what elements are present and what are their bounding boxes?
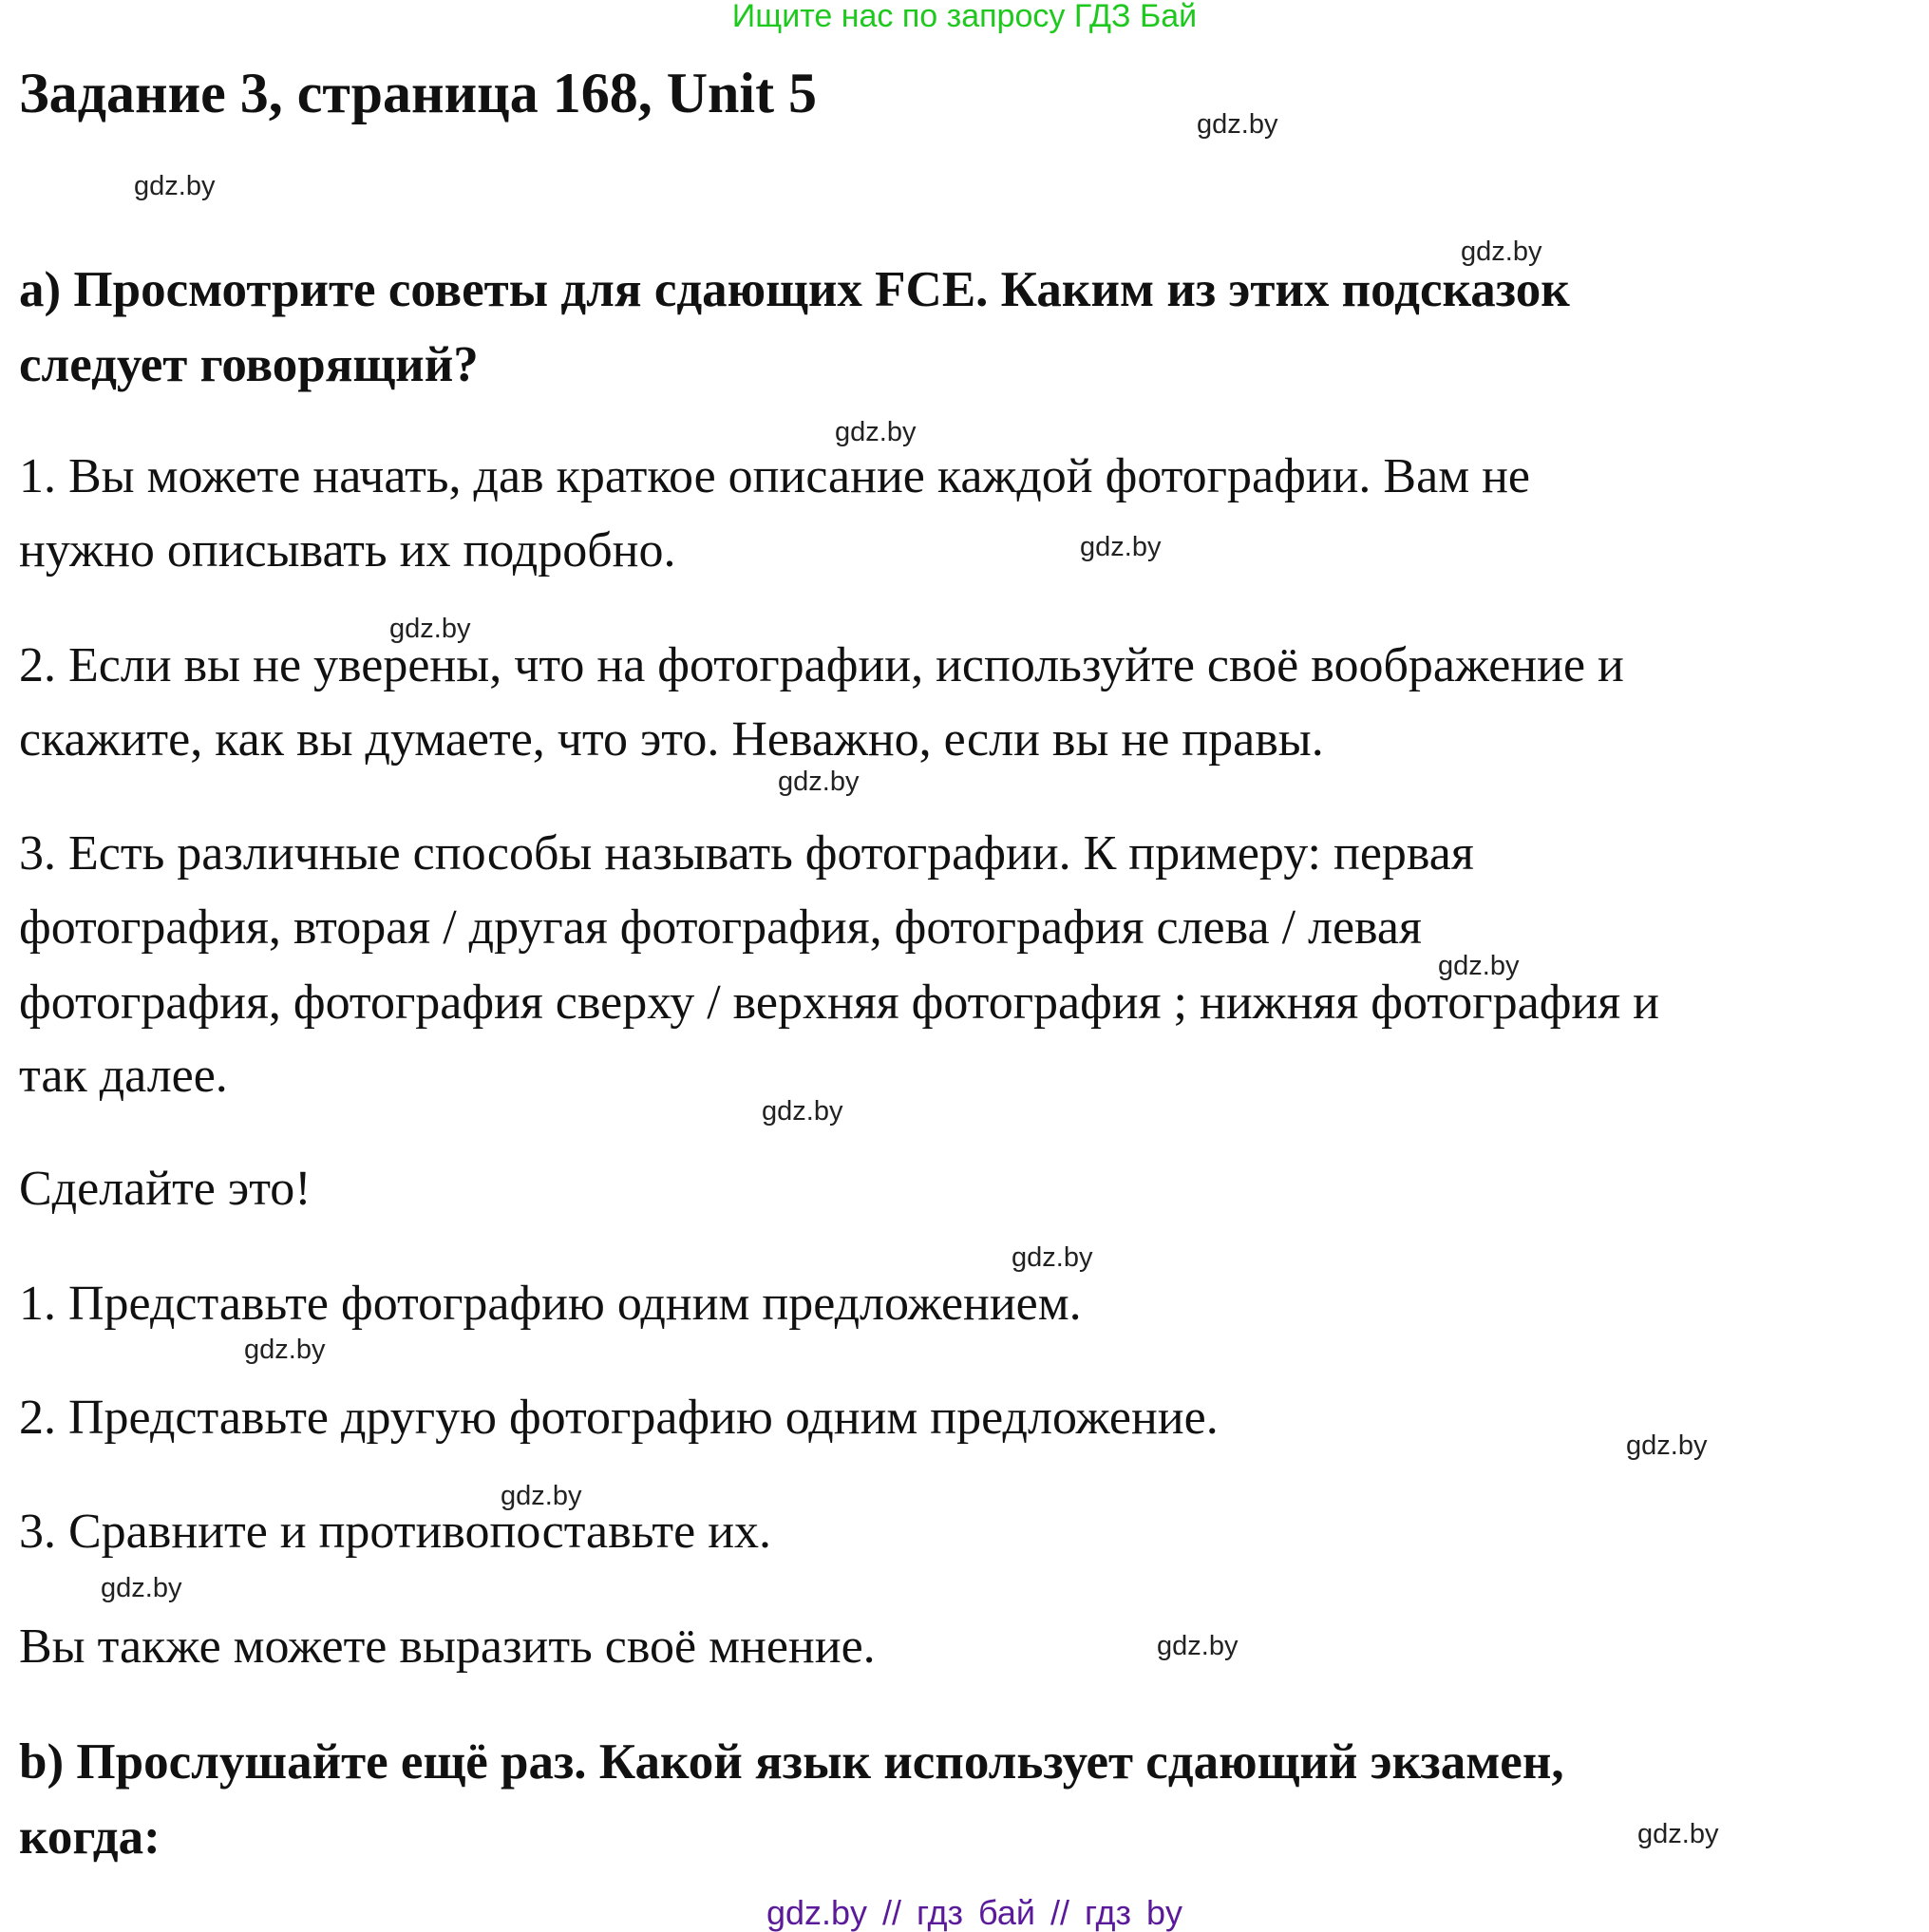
- tip-3-line-1: 3. Есть различные способы называть фотографии. К примеру: первая: [19, 826, 1474, 881]
- watermark: gdz.by: [1637, 1819, 1719, 1849]
- step-2: 2. Представьте другую фотографию одним предложение.: [19, 1391, 1219, 1445]
- watermark: gdz.by: [501, 1481, 582, 1511]
- watermark: gdz.by: [244, 1335, 326, 1365]
- tip-1-line-1: 1. Вы можете начать, дав краткое описание каждой фотографии. Вам не: [19, 449, 1531, 503]
- watermark: gdz.by: [1080, 532, 1162, 562]
- page-title: Задание 3, страница 168, Unit 5: [19, 62, 818, 124]
- watermark: gdz.by: [835, 417, 917, 447]
- section-b-heading-line-2: когда:: [19, 1809, 161, 1865]
- tip-2-line-2: скажите, как вы думаете, что это. Неважно, если вы не правы.: [19, 712, 1324, 767]
- step-1: 1. Представьте фотографию одним предложением.: [19, 1277, 1082, 1331]
- section-b-heading-line-1: b) Прослушайте ещё раз. Какой язык использует сдающий экзамен,: [19, 1734, 1564, 1790]
- watermark: gdz.by: [1197, 109, 1278, 140]
- tip-2-line-1: 2. Если вы не уверены, что на фотографии, используйте своё воображение и: [19, 638, 1624, 692]
- watermark: gdz.by: [1012, 1242, 1093, 1273]
- tip-1-line-2: нужно описывать их подробно.: [19, 523, 676, 578]
- watermark: gdz.by: [101, 1573, 182, 1603]
- tip-3-line-4: так далее.: [19, 1049, 228, 1103]
- section-a-heading-line-1: a) Просмотрите советы для сдающих FCE. Каким из этих подсказок: [19, 262, 1570, 317]
- tip-3-line-3: фотография, фотография сверху / верхняя фотография ; нижняя фотография и: [19, 975, 1659, 1030]
- step-3: 3. Сравните и противопоставьте их.: [19, 1505, 772, 1559]
- do-it-label: Сделайте это!: [19, 1162, 312, 1216]
- watermark: gdz.by: [134, 171, 216, 201]
- watermark: gdz.by: [1461, 237, 1542, 267]
- watermark: gdz.by: [1626, 1430, 1708, 1461]
- watermark: gdz.by: [389, 614, 471, 644]
- opinion-text: Вы также можете выразить своё мнение.: [19, 1619, 876, 1674]
- tip-3-line-2: фотография, вторая / другая фотография, фотография слева / левая: [19, 900, 1422, 955]
- watermark: gdz.by: [778, 767, 860, 797]
- section-a-heading-line-2: следует говорящий?: [19, 337, 479, 392]
- footer-links: gdz.by // гдз бай // гдз by: [766, 1893, 1183, 1932]
- search-promo-banner: Ищите нас по запросу ГДЗ Бай: [731, 0, 1198, 34]
- watermark: gdz.by: [1157, 1631, 1239, 1661]
- watermark: gdz.by: [1438, 951, 1520, 981]
- watermark: gdz.by: [762, 1096, 843, 1127]
